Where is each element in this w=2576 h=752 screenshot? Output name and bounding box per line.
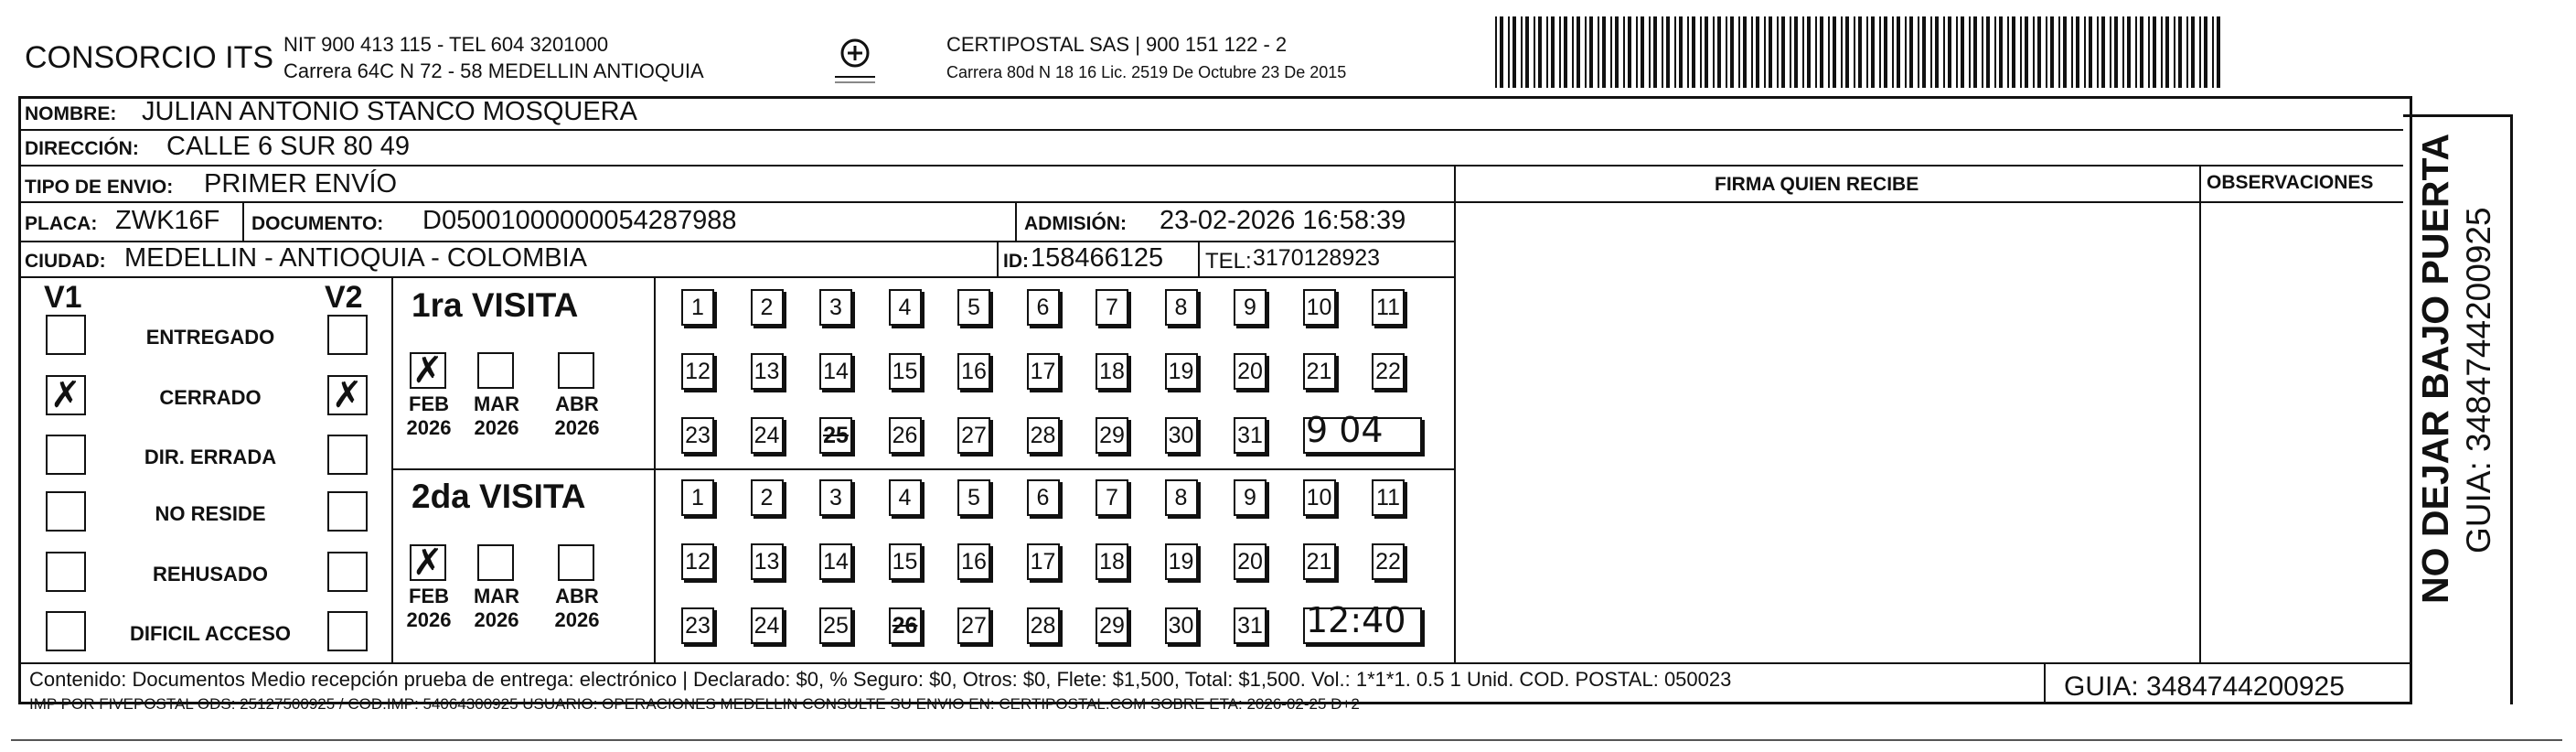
v1-checkbox[interactable] bbox=[46, 315, 86, 355]
admision-label: ADMISIÓN: bbox=[1024, 213, 1127, 234]
ciudad-value: MEDELLIN - ANTIOQUIA - COLOMBIA bbox=[124, 243, 587, 273]
id-value: 158466125 bbox=[1031, 243, 1164, 273]
v2-check-mark: ✗ bbox=[332, 374, 363, 416]
second-visit-day-box[interactable]: 16 bbox=[957, 543, 990, 580]
first-visit-day-box[interactable]: 5 bbox=[957, 289, 990, 326]
first-visit-day-box[interactable]: 9 bbox=[1234, 289, 1267, 326]
v1-checkbox[interactable] bbox=[46, 491, 86, 532]
firma-header: FIRMA QUIEN RECIBE bbox=[1715, 174, 1919, 195]
status-label: ENTREGADO bbox=[145, 326, 275, 349]
first-visit-day-box[interactable]: 21 bbox=[1303, 353, 1336, 390]
first-visit-day-box[interactable]: 16 bbox=[957, 353, 990, 390]
first-visit-day-box[interactable]: 7 bbox=[1096, 289, 1128, 326]
nombre-value: JULIAN ANTONIO STANCO MOSQUERA bbox=[142, 97, 637, 126]
first-visit-day-box[interactable]: 1 bbox=[681, 289, 714, 326]
v2-checkbox[interactable] bbox=[327, 435, 368, 475]
first-visit-day-box[interactable]: 31 bbox=[1234, 417, 1267, 454]
first-visit-day-box[interactable]: 18 bbox=[1096, 353, 1128, 390]
second-visit-month-label: ABR 2026 bbox=[554, 585, 600, 631]
v1-checkbox[interactable] bbox=[46, 435, 86, 475]
nit-line: NIT 900 413 115 - TEL 604 3201000 bbox=[283, 33, 609, 56]
second-visit-day-box[interactable]: 17 bbox=[1027, 543, 1060, 580]
second-visit-month-box[interactable] bbox=[410, 542, 446, 584]
first-visit-day-box[interactable]: 13 bbox=[751, 353, 784, 390]
second-visit-month-label: FEB 2026 bbox=[406, 585, 452, 631]
first-visit-day-box[interactable]: 4 bbox=[889, 289, 922, 326]
second-visit-day-box[interactable]: 31 bbox=[1234, 607, 1267, 644]
first-visit-month-label: ABR 2026 bbox=[554, 392, 600, 439]
tel-value: 3170128923 bbox=[1253, 245, 1381, 271]
first-month-check-mark: ✗ bbox=[412, 349, 444, 392]
second-visit-day-box[interactable]: 10 bbox=[1303, 479, 1336, 516]
v1-checkbox[interactable] bbox=[46, 375, 86, 415]
v1-checkbox[interactable] bbox=[46, 611, 86, 651]
first-visit-day-box[interactable]: 12 bbox=[681, 353, 714, 390]
second-visit-day-box[interactable]: 24 bbox=[751, 607, 784, 644]
direccion-label: DIRECCIÓN: bbox=[25, 138, 139, 159]
first-visit-day-box[interactable]: 6 bbox=[1027, 289, 1060, 326]
second-visit-day-box[interactable]: 2 bbox=[751, 479, 784, 516]
documento-label: DOCUMENTO: bbox=[251, 213, 384, 234]
second-visit-day-box[interactable]: 23 bbox=[681, 607, 714, 644]
second-visit-day-box[interactable]: 7 bbox=[1096, 479, 1128, 516]
first-visit-day-box[interactable]: 19 bbox=[1165, 353, 1198, 390]
status-label: REHUSADO bbox=[153, 563, 268, 585]
company-name: CONSORCIO ITS bbox=[25, 40, 274, 75]
direccion-value: CALLE 6 SUR 80 49 bbox=[166, 132, 410, 161]
second-month-check-mark: ✗ bbox=[412, 542, 444, 584]
second-visit-day-box[interactable]: 21 bbox=[1303, 543, 1336, 580]
second-visit-day-box[interactable]: 25 bbox=[819, 607, 852, 644]
second-visit-day-box[interactable]: 15 bbox=[889, 543, 922, 580]
certipostal-line2: Carrera 80d N 18 16 Lic. 2519 De Octubre 23 De 2015 bbox=[946, 63, 1347, 81]
second-visit-month-box[interactable] bbox=[477, 544, 514, 581]
company-address: Carrera 64C N 72 - 58 MEDELLIN ANTIOQUIA bbox=[283, 59, 704, 82]
first-visit-month-label: MAR 2026 bbox=[473, 392, 520, 439]
first-visit-month-box[interactable] bbox=[558, 352, 594, 389]
first-visit-day-box[interactable]: 15 bbox=[889, 353, 922, 390]
first-visit-day-box[interactable]: 24 bbox=[751, 417, 784, 454]
second-visit-day-box[interactable]: 9 bbox=[1234, 479, 1267, 516]
imp-line: IMP POR FIVEPOSTAL ODS: 25127500925 / COD.IMP: 54064300925 USUARIO: OPERACIONES MEDELLIN CONSULTE SU ENVIO EN: CERTIPOSTAL.COM SOBRE ETA: 2026-02-25 D+2 bbox=[29, 695, 1360, 713]
first-visit-day-box[interactable]: 23 bbox=[681, 417, 714, 454]
second-visit-month-box[interactable] bbox=[558, 544, 594, 581]
company-info bbox=[283, 31, 704, 84]
status-label: DIFICIL ACCESO bbox=[129, 622, 291, 645]
first-visit-day-box[interactable]: 26 bbox=[889, 417, 922, 454]
second-visit-day-box[interactable]: 29 bbox=[1096, 607, 1128, 644]
barcode bbox=[1495, 16, 2227, 88]
first-visit-time: 9 04 bbox=[1306, 410, 1384, 450]
no-dejar-bajo-puerta: NO DEJAR BAJO PUERTA bbox=[2414, 133, 2456, 604]
v2-label: V2 bbox=[325, 280, 363, 315]
v1-check-mark: ✗ bbox=[50, 374, 81, 416]
first-visit-day-box[interactable]: 11 bbox=[1372, 289, 1405, 326]
certipostal-line1: CERTIPOSTAL SAS | 900 151 122 - 2 bbox=[946, 33, 1288, 56]
v2-checkbox[interactable] bbox=[327, 611, 368, 651]
v2-checkbox[interactable] bbox=[327, 491, 368, 532]
second-visit-day-box[interactable]: 6 bbox=[1027, 479, 1060, 516]
first-visit-day-box[interactable]: 14 bbox=[819, 353, 852, 390]
first-visit-month-box[interactable] bbox=[477, 352, 514, 389]
admision-value: 23-02-2026 16:58:39 bbox=[1160, 206, 1406, 235]
first-visit-day-box[interactable]: 25 bbox=[819, 417, 852, 454]
tipo-envio-value: PRIMER ENVÍO bbox=[204, 169, 398, 199]
status-label: NO RESIDE bbox=[155, 502, 266, 525]
observaciones-header: OBSERVACIONES bbox=[2207, 172, 2374, 193]
nombre-label: NOMBRE: bbox=[25, 103, 117, 124]
second-visit-day-box[interactable]: 8 bbox=[1165, 479, 1198, 516]
second-visit-time: 12:40 bbox=[1306, 600, 1406, 640]
second-visit-day-box[interactable]: 28 bbox=[1027, 607, 1060, 644]
v2-checkbox[interactable] bbox=[327, 552, 368, 592]
first-visit-month-label: FEB 2026 bbox=[406, 392, 452, 439]
footer-guia: GUIA: 3484744200925 bbox=[2064, 671, 2345, 702]
first-visit-day-box[interactable]: 10 bbox=[1303, 289, 1336, 326]
v2-checkbox[interactable] bbox=[327, 375, 368, 415]
first-visit-day-box[interactable]: 22 bbox=[1372, 353, 1405, 390]
second-visit-day-box[interactable]: 18 bbox=[1096, 543, 1128, 580]
second-visit-day-box[interactable]: 19 bbox=[1165, 543, 1198, 580]
second-visit-day-box[interactable]: 4 bbox=[889, 479, 922, 516]
first-visit-day-box[interactable]: 29 bbox=[1096, 417, 1128, 454]
first-visit-day-box[interactable]: 20 bbox=[1234, 353, 1267, 390]
first-visit-day-box[interactable]: 27 bbox=[957, 417, 990, 454]
side-guia: GUIA: 3484744200925 bbox=[2460, 207, 2497, 553]
second-visit-day-box[interactable]: 30 bbox=[1165, 607, 1198, 644]
contenido-line: Contenido: Documentos Medio recepción prueba de entrega: electrónico | Declarado: $0, % Seguro: $0, Otros: $0, Flete: $1,500, Total: $1,500. Vol.: 1*1*1. 0.5 1 Unid. COD. POSTAL: 050023 bbox=[29, 668, 1732, 691]
id-label: ID: bbox=[1003, 251, 1029, 272]
first-visit-day-box[interactable]: 8 bbox=[1165, 289, 1198, 326]
placa-value: ZWK16F bbox=[115, 206, 220, 235]
second-visit-day-box[interactable]: 13 bbox=[751, 543, 784, 580]
second-visit-month-label: MAR 2026 bbox=[473, 585, 520, 631]
v1-checkbox[interactable] bbox=[46, 552, 86, 592]
v2-checkbox[interactable] bbox=[327, 315, 368, 355]
certipostal-logo-icon bbox=[828, 33, 882, 88]
ciudad-label: CIUDAD: bbox=[25, 251, 106, 272]
documento-value: D05001000000054287988 bbox=[422, 206, 737, 235]
tipo-envio-label: TIPO DE ENVIO: bbox=[25, 177, 174, 198]
first-visit-title: 1ra VISITA bbox=[412, 286, 579, 324]
first-visit-day-box[interactable]: 17 bbox=[1027, 353, 1060, 390]
second-visit-day-box[interactable]: 1 bbox=[681, 479, 714, 516]
certipostal-info bbox=[946, 31, 1346, 86]
second-visit-day-box[interactable]: 22 bbox=[1372, 543, 1405, 580]
second-visit-day-box[interactable]: 5 bbox=[957, 479, 990, 516]
first-visit-day-box[interactable]: 28 bbox=[1027, 417, 1060, 454]
status-label: CERRADO bbox=[159, 386, 262, 409]
first-visit-day-box[interactable]: 3 bbox=[819, 289, 852, 326]
first-visit-day-box[interactable]: 2 bbox=[751, 289, 784, 326]
first-visit-month-box[interactable] bbox=[410, 349, 446, 392]
second-visit-day-box[interactable]: 12 bbox=[681, 543, 714, 580]
second-visit-day-box[interactable]: 11 bbox=[1372, 479, 1405, 516]
first-visit-day-box[interactable]: 30 bbox=[1165, 417, 1198, 454]
second-visit-title: 2da VISITA bbox=[412, 478, 586, 515]
placa-label: PLACA: bbox=[25, 213, 98, 234]
tel-label: TEL: bbox=[1205, 249, 1252, 274]
second-visit-day-box[interactable]: 20 bbox=[1234, 543, 1267, 580]
second-visit-day-box[interactable]: 14 bbox=[819, 543, 852, 580]
second-visit-day-box[interactable]: 3 bbox=[819, 479, 852, 516]
v1-label: V1 bbox=[44, 280, 82, 315]
second-visit-day-box[interactable]: 26 bbox=[889, 607, 922, 644]
second-visit-day-box[interactable]: 27 bbox=[957, 607, 990, 644]
status-label: DIR. ERRADA bbox=[144, 446, 277, 468]
